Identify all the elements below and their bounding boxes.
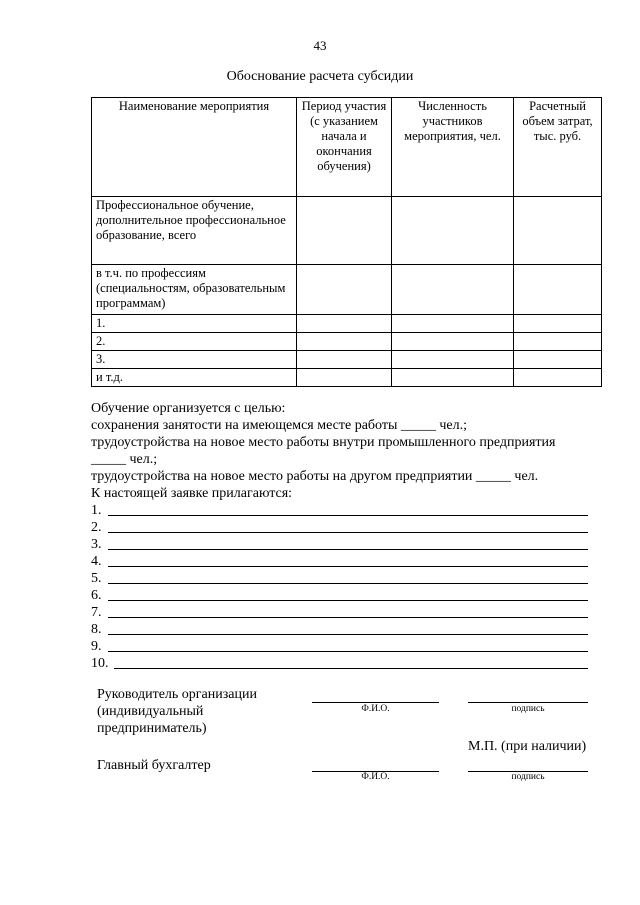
attachment-line-2[interactable]: [91, 519, 588, 536]
table-row: [92, 265, 602, 315]
header-period: Период участия (с указанием начала и окончания обучения): [297, 98, 392, 197]
attachment-line-8[interactable]: [91, 621, 588, 638]
cell-costs[interactable]: [514, 265, 602, 315]
attachment-line-5[interactable]: [91, 570, 588, 587]
attachment-number: 9.: [91, 639, 102, 654]
subsidy-table: [91, 97, 602, 387]
cell-participants[interactable]: [392, 315, 514, 333]
cell-participants[interactable]: [392, 369, 514, 387]
row-label-1: 1.: [92, 315, 297, 333]
cell-costs[interactable]: [514, 369, 602, 387]
attachments-intro: К настоящей заявке прилагаются:: [91, 486, 293, 501]
document-title: Обоснование расчета субсидии: [226, 69, 414, 84]
head-fio-field[interactable]: [312, 701, 439, 703]
attachment-line-7[interactable]: [91, 604, 588, 621]
head-label-line2: (индивидуальный: [97, 704, 204, 719]
table-row: [92, 369, 602, 387]
table-row: [92, 197, 602, 265]
cell-period[interactable]: [297, 351, 392, 369]
cell-period[interactable]: [297, 315, 392, 333]
cell-period[interactable]: [297, 265, 392, 315]
attachment-number: 5.: [91, 571, 102, 586]
table-row: [92, 333, 602, 351]
cell-period[interactable]: [297, 197, 392, 265]
purpose-internal-count: _____ чел.;: [91, 452, 158, 467]
cell-costs[interactable]: [514, 315, 602, 333]
table-row: [92, 351, 602, 369]
cell-costs[interactable]: [514, 351, 602, 369]
row-label-professions: в т.ч. по профессиям (специальностям, образовательным программам): [92, 265, 297, 315]
row-label-2: 2.: [92, 333, 297, 351]
cell-participants[interactable]: [392, 265, 514, 315]
attachment-number: 6.: [91, 588, 102, 603]
row-label-total: Профессиональное обучение, дополнительное профессиональное образование, всего: [92, 197, 297, 265]
header-participants: Численность участников мероприятия, чел.: [392, 98, 514, 197]
page-number: 43: [313, 38, 327, 53]
row-label-3: 3.: [92, 351, 297, 369]
attachment-line-6[interactable]: [91, 587, 588, 604]
cell-period[interactable]: [297, 369, 392, 387]
cell-period[interactable]: [297, 333, 392, 351]
stamp-label: М.П. (при наличии): [468, 739, 587, 754]
attachment-number: 4.: [91, 554, 102, 569]
attachment-line-3[interactable]: [91, 536, 588, 553]
purpose-external-employment: трудоустройства на новое место работы на другом предприятии _____ чел.: [91, 469, 539, 484]
attachment-number: 7.: [91, 605, 102, 620]
row-label-etc: и т.д.: [92, 369, 297, 387]
attachment-number: 10.: [91, 656, 109, 671]
head-label-line3: предприниматель): [97, 721, 207, 736]
cell-participants[interactable]: [392, 197, 514, 265]
head-signature-caption: подпись: [511, 704, 545, 714]
purpose-internal-employment: трудоустройства на новое место работы внутри промышленного предприятия: [91, 435, 556, 450]
head-fio-caption: Ф.И.О.: [361, 704, 390, 714]
purpose-intro: Обучение организуется с целью:: [91, 401, 286, 416]
attachment-number: 3.: [91, 537, 102, 552]
table-header-row: [92, 98, 602, 197]
attachment-number: 1.: [91, 503, 102, 518]
header-event-name: Наименование мероприятия: [92, 98, 297, 197]
attachment-line-10[interactable]: [91, 655, 588, 672]
accountant-signature-caption: подпись: [511, 772, 545, 782]
head-label-line1: Руководитель организации: [97, 687, 257, 702]
attachment-line-9[interactable]: [91, 638, 588, 655]
cell-participants[interactable]: [392, 333, 514, 351]
accountant-label: Главный бухгалтер: [97, 758, 211, 773]
head-signature-field[interactable]: [468, 701, 588, 703]
accountant-fio-caption: Ф.И.О.: [361, 772, 390, 782]
purpose-retain-jobs: сохранения занятости на имеющемся месте работы _____ чел.;: [91, 418, 468, 433]
attachment-line-4[interactable]: [91, 553, 588, 570]
attachment-line-1[interactable]: [91, 502, 588, 519]
cell-participants[interactable]: [392, 351, 514, 369]
cell-costs[interactable]: [514, 333, 602, 351]
cell-costs[interactable]: [514, 197, 602, 265]
table-row: [92, 315, 602, 333]
attachment-number: 8.: [91, 622, 102, 637]
header-costs: Расчетный объем затрат, тыс. руб.: [514, 98, 602, 197]
attachment-number: 2.: [91, 520, 102, 535]
